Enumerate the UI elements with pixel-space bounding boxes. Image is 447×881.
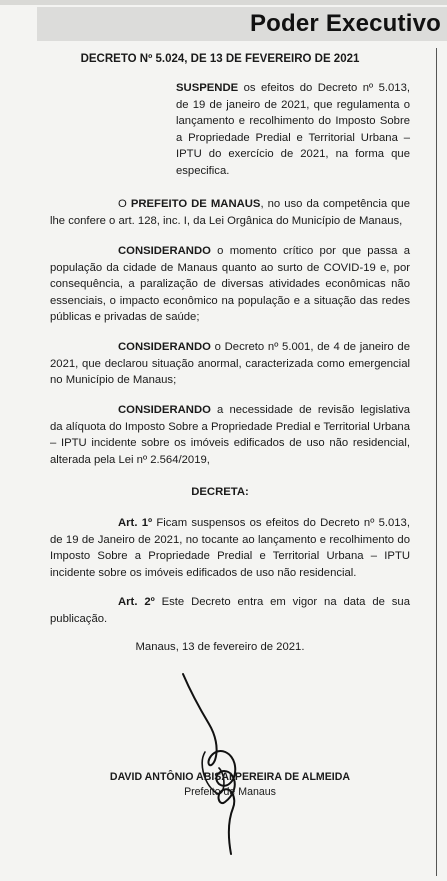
article-label: Art. 1º [118, 517, 153, 529]
summary-lead: SUSPENDE [176, 82, 239, 94]
decree-summary [176, 80, 410, 180]
preamble-paragraph [50, 196, 410, 229]
article-2 [50, 594, 410, 627]
considerando-text: a necessidade de revisão legislativa da alíquota do Imposto Sobre a Propriedade Predial e Territorial Urbana – IPTU incidente sobre os imóveis edificados de uso não residencial, alterada pela Lei nº 2.564/2019, [50, 404, 410, 466]
preamble-pre: O [118, 198, 131, 210]
considerando-lead: CONSIDERANDO [118, 341, 211, 353]
signatory-name: DAVID ANTÔNIO ABISAI PEREIRA DE ALMEIDA [109, 771, 351, 783]
considerando-text: o Decreto nº 5.001, de 4 de janeiro de 2021, que declarou situação anormal, caracterizada como emergencial no Município de Manaus; [50, 341, 410, 387]
preamble-text: , no uso da competência que lhe confere o art. 128, inc. I, da Lei Orgânica do Município de Manaus, [50, 198, 410, 227]
section-header [37, 7, 447, 41]
article-1 [50, 515, 410, 581]
dateline: Manaus, 13 de fevereiro de 2021. [135, 641, 305, 653]
handwritten-signature [175, 672, 255, 857]
signatory-role: Prefeito de Manaus [184, 786, 276, 798]
section-title: Poder Executivo [249, 10, 441, 37]
decreta-heading: DECRETA: [191, 486, 249, 498]
article-text: Ficam suspensos os efeitos do Decreto nº 5.013, de 19 de Janeiro de 2021, no tocante ao lançamento e recolhimento do Imposto Sobre a Propriedade Predial e Territorial Urbana – IPTU incidente sobre os imóveis edificados de uso não residencial. [50, 517, 410, 579]
preamble-lead: PREFEITO DE MANAUS [130, 198, 261, 210]
decree-title: DECRETO Nº 5.024, DE 13 DE FEVEREIRO DE 2021 [80, 53, 360, 65]
page-top-strip [0, 0, 447, 5]
considerando-lead: CONSIDERANDO [118, 404, 211, 416]
considerando-paragraph-2 [50, 339, 410, 389]
column-rule [436, 48, 437, 876]
article-label: Art. 2º [118, 596, 155, 608]
considerando-paragraph-1 [50, 243, 410, 326]
considerando-lead: CONSIDERANDO [118, 245, 211, 257]
considerando-text: o momento crítico por que passa a população da cidade de Manaus quanto ao surto de COVID-19 e, por consequência, a paralização de diversas atividades econômicas não essenciais, o impacto econômico na população e a situação das redes públicas e privadas de saúde; [50, 245, 410, 324]
article-text: Este Decreto entra em vigor na data de sua publicação. [50, 596, 410, 625]
summary-text: os efeitos do Decreto nº 5.013, de 19 de janeiro de 2021, que regulamenta o lançamento e recolhimento do Imposto Sobre a Propriedade Predial e Territorial Urbana – IPTU do exercício de 2021, na forma que especifica. [176, 82, 410, 177]
considerando-paragraph-3 [50, 402, 410, 468]
